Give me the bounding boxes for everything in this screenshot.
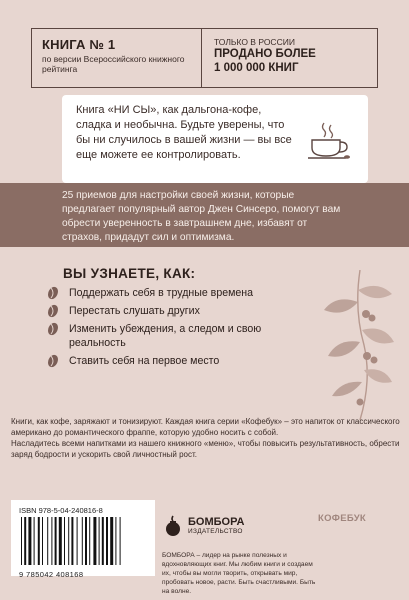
learn-title: ВЫ УЗНАЕТЕ, КАК: xyxy=(63,266,196,281)
series-description xyxy=(11,416,401,460)
learn-item-text: Перестать слушать других xyxy=(69,305,200,317)
series-paragraph: Книги, как кофе, заряжают и тонизируют. Каждая книга серии «Кофебук» – это напиток от классического американо до романтического фраппе, которую удобно носить с собой. xyxy=(11,417,400,437)
barcode-block xyxy=(11,500,155,579)
coffee-bean-icon xyxy=(46,286,60,300)
sales-line-2: 1 000 000 КНИГ xyxy=(214,62,299,74)
learn-item-text: Ставить себя на первое место xyxy=(69,355,220,367)
sales-line-1: ПРОДАНО БОЛЕЕ xyxy=(214,48,316,60)
learn-item xyxy=(46,286,316,300)
learn-item-text: Поддержать себя в трудные времена xyxy=(69,287,254,299)
learn-list xyxy=(46,286,316,372)
rating-subtitle: по версии Всероссийского книжного рейтинга xyxy=(42,54,185,74)
barcode-number: 9 785042 408168 xyxy=(19,570,84,579)
band-text: 25 приемов для настройки своей жизни, которые предлагает популярный автор Джен Синсеро, помогут вам обрести уверенность в завтрашнем дне, избавят от страхов, придадут сил и оптимизма. xyxy=(62,190,341,243)
stats-box xyxy=(31,28,378,88)
rating-title: КНИГА № 1 xyxy=(42,37,116,52)
coffee-bean-icon xyxy=(46,354,60,368)
intro-text: Книга «НИ СЫ», как дальгона-кофе, сладка и необычна. Будьте уверены, что бы ни случилось в вашей жизни — вы все еще можете ее контролировать. xyxy=(76,104,292,161)
bombora-logo-icon xyxy=(162,515,184,537)
series-paragraph: Насладитесь всеми напитками из нашего книжного «меню», чтобы повысить результативность, обрести заряд бодрости и ускорить свой личностный рост. xyxy=(11,439,400,459)
learn-item-text: Изменить убеждения, а следом и свою реальность xyxy=(69,323,262,349)
coffee-branch-illustration xyxy=(320,270,398,420)
publisher-block xyxy=(162,515,392,596)
isbn-text: ISBN 978-5-04-240816-8 xyxy=(19,506,103,515)
publisher-name: БОМБОРА xyxy=(188,516,245,528)
learn-item xyxy=(46,322,316,350)
rating-block xyxy=(32,29,202,87)
publisher-description: БОМБОРА – лидер на рынке полезных и вдохновляющих книг. Мы любим книги и создаем их, чтобы вы могли творить, открывать мир, пробовать новое, расти. Быть счастливыми. Быть на волне. xyxy=(162,552,316,595)
sales-caption: ТОЛЬКО В РОССИИ xyxy=(214,37,295,47)
description-band xyxy=(0,183,409,247)
publisher-subtitle: ИЗДАТЕЛЬСТВО xyxy=(188,528,243,535)
coffee-bean-icon xyxy=(46,304,60,318)
barcode-icon xyxy=(19,517,145,565)
learn-item xyxy=(46,304,316,318)
coffee-cup-icon xyxy=(306,121,352,161)
series-logo: КОФЕБУК xyxy=(318,513,367,524)
learn-item xyxy=(46,354,316,368)
coffee-bean-icon xyxy=(46,322,60,336)
intro-card xyxy=(62,95,368,183)
sales-block xyxy=(202,29,377,87)
